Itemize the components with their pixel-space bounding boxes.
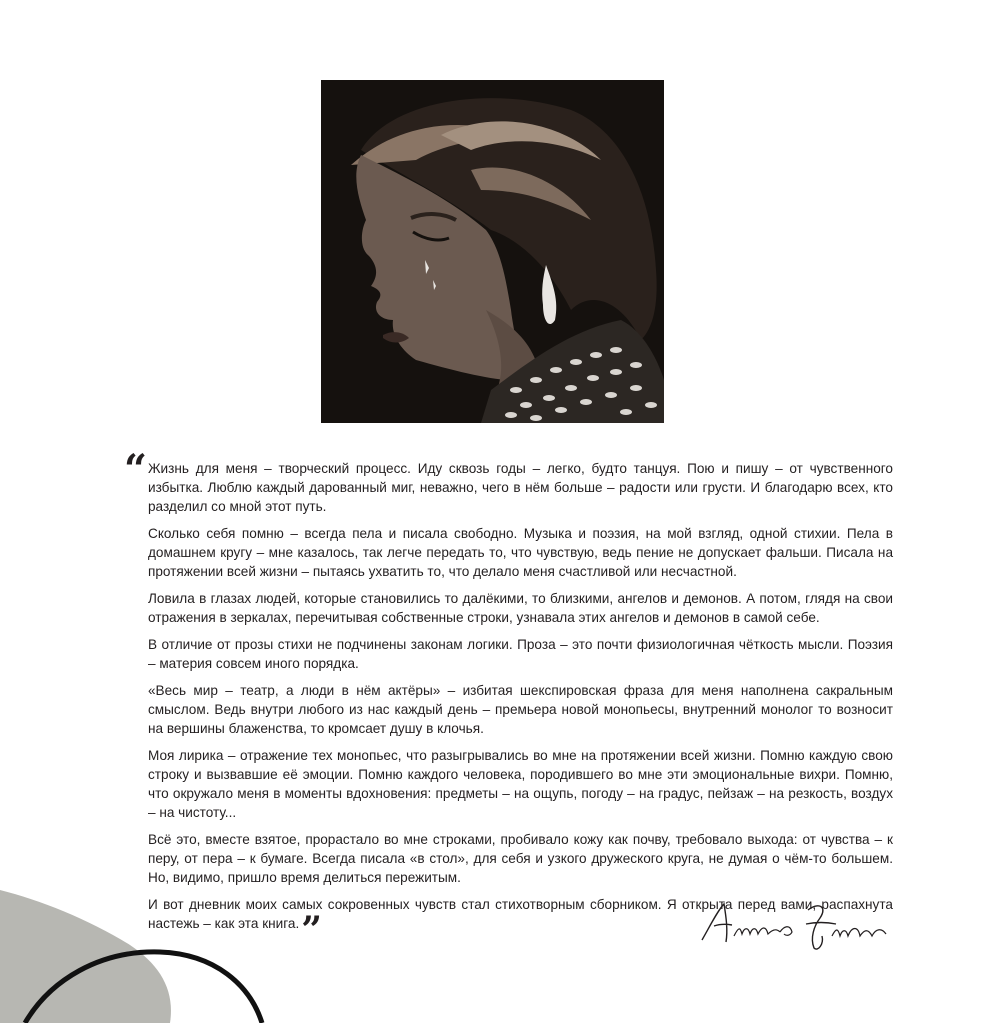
paragraph: Моя лирика – отражение тех монопьес, что разыгрывались во мне на протяжении всей жизни. Помню каждую свою строку и вызвавшие её эмоции. Помню каждого человека, породившего во мне эти эмоциональные вихри. Помню, что окружало меня в моменты вдохновения: предметы – на ощупь, погоду – на градус, пейзаж – на резкость, воздух – на чистоту... [148,748,893,820]
paragraph: Жизнь для меня – творческий процесс. Иду сквозь годы – легко, будто танцуя. Пою и пишу – от чувственного избытка. Люблю каждый дарованный миг, неважно, чего в нём больше – радости или грусти. И благодарю всех, кто разделил со мной этот путь. [148,461,893,514]
paragraph: Сколько себя помню – всегда пела и писала свободно. Музыка и поэзия, на мой взгляд, одной стихии. Пела в домашнем кругу – мне казалось, так легче передать то, что чувствую, ведь пение не допускает фальши. Писала на протяжении всей жизни – пытаясь ухватить то, что делало меня счастливой или несчастной. [148,526,893,579]
paragraph: Ловила в глазах людей, которые становились то далёкими, то близкими, ангелов и демонов. А потом, глядя на свои отражения в зеркалах, перечитывая собственные строки, узнавала этих ангелов и демонов в самой себе. [148,591,893,625]
closing-quote-mark: ” [301,909,322,951]
author-portrait [321,80,664,423]
paragraph: «Весь мир – театр, а люди в нём актёры» – избитая шекспировская фраза для меня наполнена сакральным смыслом. Ведь внутри любого из нас каждый день – премьера новой монопьесы, внутренний монолог то возносит на вершины блаженства, то кромсает душу в клочья. [148,683,893,736]
decorative-shapes [0,890,300,1023]
paragraph: Всё это, вместе взятое, прорастало во мне строками, пробивало кожу как почву, требовало выхода: от чувства – к перу, от пера – к бумаге. Всегда писала «в стол», для себя и узкого дружеского круга, не думая о чём-то большем. Но, видимо, пришло время делиться пережитым. [148,832,893,885]
paragraph: В отличие от прозы стихи не подчинены законам логики. Проза – это почти физиологичная чёткость мысли. Поэзия – материя совсем иного порядка. [148,637,893,671]
abstract-shapes-icon [0,890,300,1023]
handwritten-signature-icon [696,896,896,956]
foreword-text [148,459,893,951]
woman-profile-portrait-icon [321,80,664,423]
author-signature [696,896,896,956]
opening-quote-mark: “ [124,446,148,493]
paragraph-text: И вот дневник моих самых сокровенных чувств стал стихотворным сборником. Я открыта перед вами, распахнута настежь – как эта книга. [148,897,893,931]
